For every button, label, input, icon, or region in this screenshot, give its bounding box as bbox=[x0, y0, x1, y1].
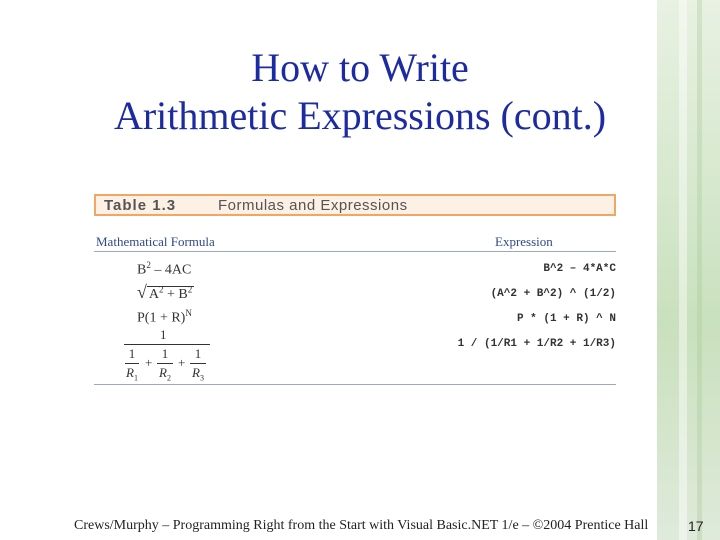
slide-footer: Crews/Murphy – Programming Right from the Start with Visual Basic.NET 1/e – ©2004 Prentice Hall bbox=[74, 518, 649, 533]
table-number: Table 1.3 bbox=[104, 197, 177, 214]
fraction-r3: 1 $R_3$ bbox=[190, 346, 206, 383]
header-rule bbox=[94, 251, 616, 252]
fraction-r2: 1 $R_2$ bbox=[157, 346, 173, 383]
outer-numerator: 1 bbox=[160, 327, 167, 342]
expression-row-3: P * (1 + R) ^ N bbox=[516, 313, 616, 325]
expression-row-4: 1 / (1/R1 + 1/R2 + 1/R3) bbox=[457, 338, 616, 350]
title-line-1: How to Write bbox=[251, 45, 469, 90]
slide-title bbox=[20, 44, 700, 140]
formula-row-1: $B^2 - 4AC$ bbox=[137, 260, 192, 278]
fraction-r1: 1 $R_1$ bbox=[126, 346, 138, 383]
table-bottom-rule bbox=[94, 384, 616, 385]
outer-fraction-bar bbox=[124, 344, 210, 345]
title-line-2: Arithmetic Expressions (cont.) bbox=[113, 93, 607, 138]
column-header-expression: Expression bbox=[495, 234, 553, 249]
expression-row-1: B^2 – 4*A*C bbox=[543, 263, 616, 275]
table-name: Formulas and Expressions bbox=[218, 197, 408, 214]
slide-number: 17 bbox=[688, 518, 704, 534]
formula-row-2: √ $A^2 + B^2$ bbox=[137, 282, 193, 302]
column-header-formula: Mathematical Formula bbox=[96, 234, 215, 249]
expression-row-2: (A^2 + B^2) ^ (1/2) bbox=[490, 288, 616, 300]
formula-row-3: $P(1 + R)^N$ bbox=[137, 308, 192, 326]
table-caption-banner bbox=[94, 194, 616, 216]
